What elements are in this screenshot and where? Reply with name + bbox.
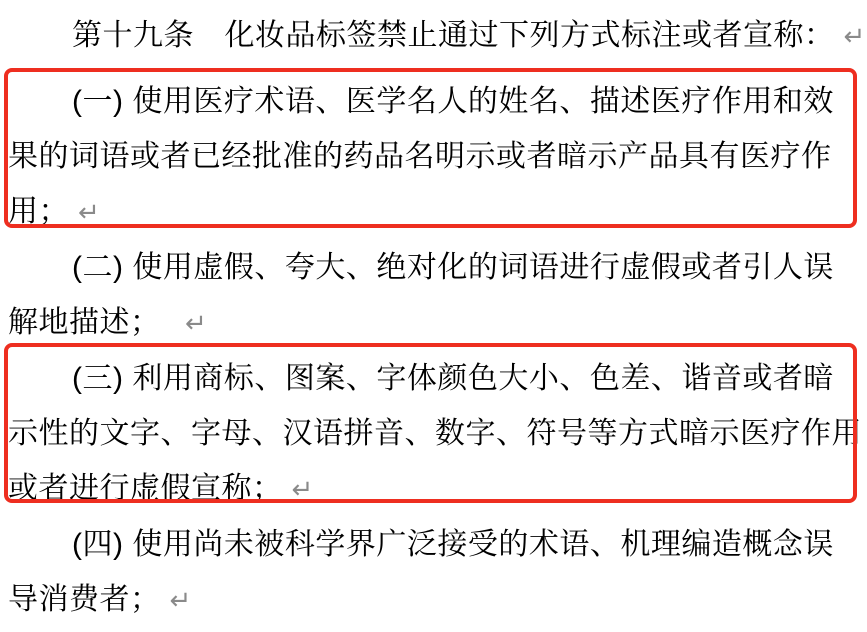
item-2-paragraph	[8, 240, 859, 350]
item-1-paragraph	[8, 74, 859, 239]
line-text: (三) 利用商标、图案、字体颜色大小、色差、谐音或者暗	[72, 362, 834, 395]
text-line	[8, 461, 859, 516]
line-text: 导消费者；	[8, 583, 161, 616]
text-line	[8, 295, 859, 350]
item-3-paragraph	[8, 351, 862, 516]
line-text: (一) 使用医疗术语、医学名人的姓名、描述医疗作用和效	[72, 85, 834, 118]
item-4-paragraph	[8, 517, 859, 627]
line-text: 或者进行虚假宣称；	[8, 472, 283, 505]
line-text: 果的词语或者已经批准的药品名明示或者暗示产品具有医疗作	[8, 140, 832, 173]
paragraph-end-mark-icon: ↵	[291, 474, 314, 504]
paragraph-end-mark-icon: ↵	[843, 21, 866, 51]
paragraph-end-mark-icon: ↵	[78, 197, 100, 227]
paragraph-end-mark-icon: ↵	[169, 585, 192, 615]
line-text: 示性的文字、字母、汉语拼音、数字、符号等方式暗示医疗作用	[8, 417, 862, 450]
text-line	[8, 129, 859, 184]
line-text: 用；	[8, 195, 69, 228]
line-text: 第十九条 化妆品标签禁止通过下列方式标注或者宣称：	[72, 19, 835, 52]
text-line	[8, 572, 859, 627]
article-heading-paragraph	[8, 8, 866, 63]
line-text: 解地描述；	[8, 306, 176, 339]
paragraph-end-mark-icon: ↵	[185, 308, 207, 338]
text-line	[8, 184, 859, 239]
text-line	[8, 406, 862, 461]
text-line	[8, 517, 859, 572]
text-line	[8, 240, 859, 295]
line-text: (四) 使用尚未被科学界广泛接受的术语、机理编造概念误	[72, 528, 834, 561]
text-line	[8, 74, 859, 129]
text-line	[8, 8, 866, 63]
line-text: (二) 使用虚假、夸大、绝对化的词语进行虚假或者引人误	[72, 251, 834, 284]
text-line	[8, 351, 859, 406]
